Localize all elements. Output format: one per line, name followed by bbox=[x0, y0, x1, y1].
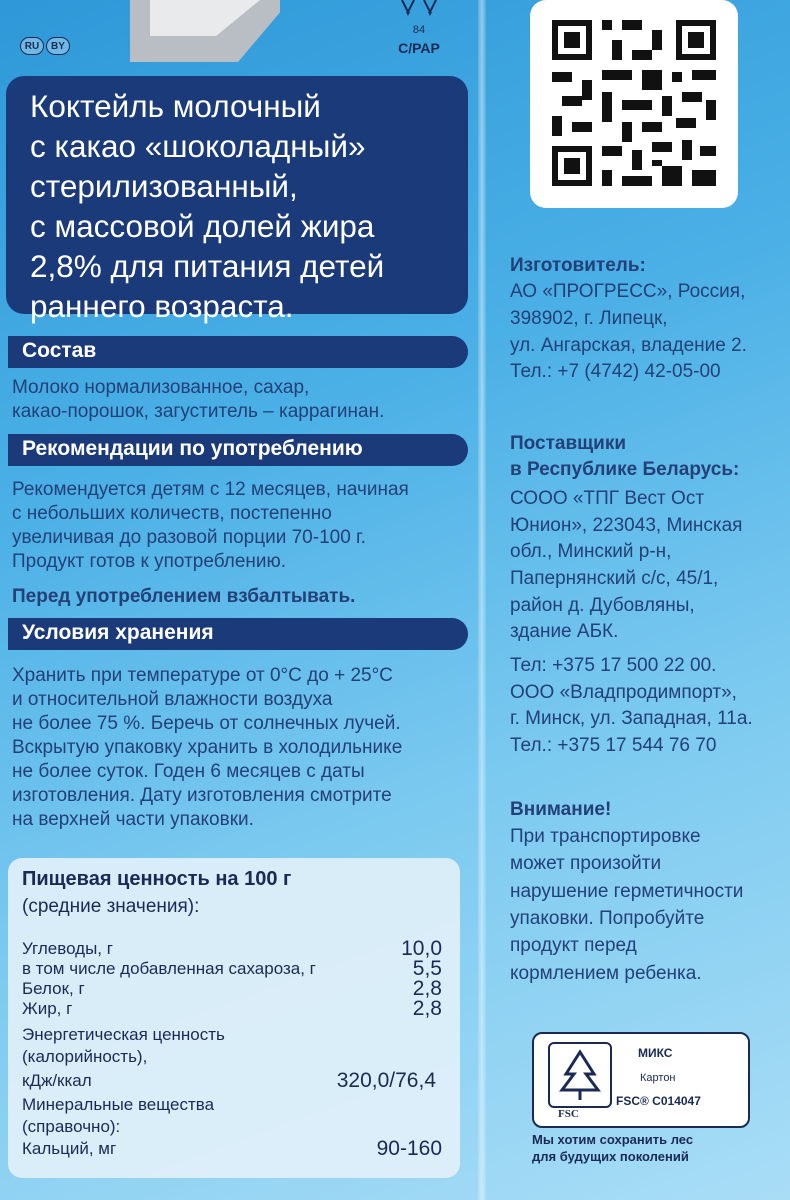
title-line: стерилизованный, bbox=[30, 168, 298, 204]
nutrition-label: Кальций, мг bbox=[22, 1139, 117, 1158]
nutrition-label: Белок, г bbox=[22, 979, 85, 998]
recycle-number: 84 bbox=[412, 24, 426, 36]
storage-line: и относительной влажности воздуха bbox=[12, 689, 333, 710]
composition-heading: Состав bbox=[8, 336, 468, 368]
nutrition-row bbox=[22, 1048, 442, 1066]
warning-line: продукт перед bbox=[510, 935, 637, 956]
warning-line: При транспортировке bbox=[510, 826, 701, 847]
recommendations-heading: Рекомендации по употреблению bbox=[8, 434, 468, 466]
manufacturer-line: 398902, г. Липецк, bbox=[510, 308, 668, 329]
suppliers-heading: Поставщики bbox=[510, 433, 627, 454]
supplier-line: обл., Минский р-н, bbox=[510, 541, 672, 562]
nutrition-label: Энергетическая ценность bbox=[22, 1025, 225, 1044]
supplier-line: Юнион», 223043, Минская bbox=[510, 515, 743, 536]
shake-warning: Перед употреблением взбалтывать. bbox=[12, 586, 356, 607]
nutrition-label: кДж/ккал bbox=[22, 1071, 92, 1090]
manufacturer-line: ул. Ангарская, владение 2. bbox=[510, 335, 747, 356]
supplier-line: район д. Дубовляны, bbox=[510, 595, 695, 616]
storage-line: не более 75 %. Беречь от солнечных лучей. bbox=[12, 713, 401, 734]
recommendations-line: увеличивая до разовой порции 70-100 г. bbox=[12, 527, 366, 548]
badge-by: BY bbox=[46, 37, 70, 55]
manufacturer-heading: Изготовитель: bbox=[510, 255, 646, 276]
nutrition-value: 2,8 bbox=[412, 977, 442, 1000]
supplier-line: г. Минск, ул. Западная, 11а. bbox=[510, 708, 753, 729]
product-title bbox=[6, 76, 468, 324]
warning-heading: Внимание! bbox=[510, 799, 612, 820]
qr-code[interactable] bbox=[530, 0, 738, 208]
title-line: с массовой долей жира bbox=[30, 208, 375, 244]
composition-line: какао-порошок, загуститель – каррагинан. bbox=[12, 401, 385, 422]
nutrition-label: (справочно): bbox=[22, 1117, 121, 1136]
nutrition-row bbox=[22, 937, 442, 960]
nutrition-title: Пищевая ценность на 100 г bbox=[22, 868, 292, 890]
nutrition-label: Углеводы, г bbox=[22, 939, 113, 958]
nutrition-row bbox=[22, 957, 442, 980]
nutrition-value: 5,5 bbox=[412, 957, 442, 980]
nutrition-value: 90-160 bbox=[376, 1137, 442, 1160]
recommendations-line: Рекомендуется детям с 12 месяцев, начиная bbox=[12, 479, 409, 500]
fsc-material: Картон bbox=[640, 1072, 676, 1084]
nutrition-label: Жир, г bbox=[22, 999, 73, 1018]
nutrition-row bbox=[22, 977, 442, 1000]
fsc-mix: МИКС bbox=[638, 1046, 673, 1060]
nutrition-row bbox=[22, 1096, 442, 1114]
nutrition-value: 2,8 bbox=[412, 997, 442, 1020]
recycle-code: C/PAP bbox=[398, 40, 440, 56]
nutrition-value: 10,0 bbox=[401, 937, 442, 960]
storage-line: изготовления. Дату изготовления смотрите bbox=[12, 785, 392, 806]
warning-line: упаковки. Попробуйте bbox=[510, 908, 705, 929]
supplier-line: здание АБК. bbox=[510, 621, 619, 642]
supplier-line: Тел.: +375 17 544 76 70 bbox=[510, 735, 717, 756]
warning-line: может произойти bbox=[510, 853, 662, 874]
fsc-tagline: для будущих поколений bbox=[532, 1149, 689, 1164]
title-line: раннего возраста. bbox=[30, 288, 294, 324]
nutrition-value: 320,0/76,4 bbox=[336, 1069, 436, 1092]
nutrition-label: Минеральные вещества bbox=[22, 1095, 215, 1114]
nutrition-label: (калорийность), bbox=[22, 1047, 148, 1066]
supplier-line: Папернянский с/с, 45/1, bbox=[510, 568, 719, 589]
storage-line: Хранить при температуре от 0°С до + 25°С bbox=[12, 665, 393, 686]
recommendations-line: с небольших количеств, постепенно bbox=[12, 503, 332, 524]
warning-line: кормлением ребенка. bbox=[510, 963, 702, 984]
recycle-mark bbox=[384, 0, 454, 56]
suppliers-heading: в Республике Беларусь: bbox=[510, 459, 740, 480]
recycle-icon bbox=[396, 0, 442, 20]
nutrition-row bbox=[22, 1069, 442, 1092]
supplier-line: Тел: +375 17 500 22 00. bbox=[510, 655, 717, 676]
supplier-line: ООО «Владпродимпорт», bbox=[510, 682, 737, 703]
storage-line: на верхней части упаковки. bbox=[12, 809, 254, 830]
title-line: Коктейль молочный bbox=[30, 88, 321, 124]
supplier-line: СООО «ТПГ Вест Ост bbox=[510, 488, 705, 509]
manufacturer-line: Тел.: +7 (4742) 42-05-00 bbox=[510, 361, 721, 382]
carton-fold bbox=[478, 0, 486, 1200]
title-line: 2,8% для питания детей bbox=[30, 248, 385, 284]
badge-ru: RU bbox=[20, 37, 44, 55]
market-badges bbox=[20, 37, 70, 55]
nutrition-row bbox=[22, 1026, 442, 1044]
fsc-tree-icon bbox=[548, 1042, 612, 1108]
fsc-tagline: Мы хотим сохранить лес bbox=[532, 1132, 694, 1147]
nutrition-row bbox=[22, 997, 442, 1020]
recommendations-line: Продукт готов к употреблению. bbox=[12, 551, 287, 572]
nutrition-row bbox=[22, 1118, 442, 1136]
manufacturer-line: АО «ПРОГРЕСС», Россия, bbox=[510, 281, 746, 302]
warning-line: нарушение герметичности bbox=[510, 881, 744, 902]
qr-code-icon bbox=[530, 0, 738, 208]
fsc-code: FSC® C014047 bbox=[616, 1094, 701, 1108]
fsc-label bbox=[532, 1032, 750, 1128]
composition-line: Молоко нормализованное, сахар, bbox=[12, 377, 310, 398]
nutrition-row bbox=[22, 1137, 442, 1160]
storage-line: Вскрытую упаковку хранить в холодильнике bbox=[12, 737, 403, 758]
fsc-logo-text: FSC bbox=[558, 1108, 579, 1120]
nutrition-label: в том числе добавленная сахароза, г bbox=[22, 959, 316, 978]
storage-line: не более суток. Годен 6 месяцев с даты bbox=[12, 761, 365, 782]
title-line: с какао «шоколадный» bbox=[30, 128, 366, 164]
nutrition-subtitle: (средние значения): bbox=[22, 896, 200, 917]
storage-heading: Условия хранения bbox=[8, 618, 468, 650]
